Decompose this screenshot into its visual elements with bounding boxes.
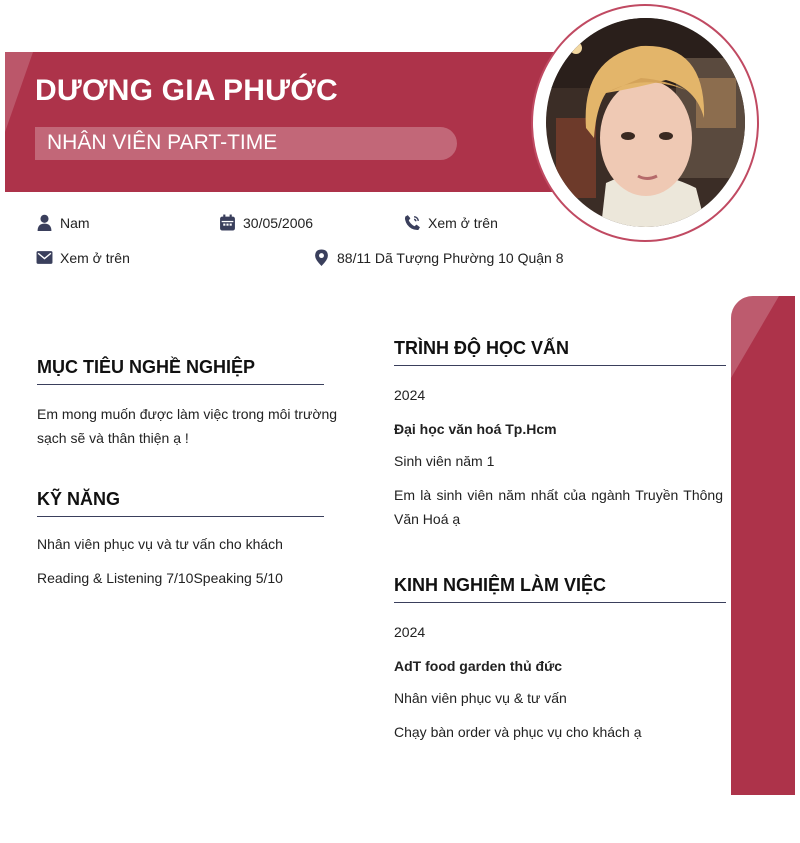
job-position: Nhân viên phục vụ & tư vấn	[394, 690, 567, 706]
education-description: Em là sinh viên năm nhất của ngành Truyền Thông Văn Hoá ạ	[394, 487, 723, 527]
header-banner	[5, 52, 595, 192]
experience-description: Chạy bàn order và phục vụ cho khách ạ	[394, 724, 642, 740]
side-decoration-highlight	[731, 296, 779, 378]
job-title: NHÂN VIÊN PART-TIME	[47, 131, 278, 154]
role-pill	[35, 127, 457, 160]
banner-highlight	[5, 52, 33, 132]
experience-year: 2024	[394, 624, 426, 640]
section-divider	[37, 384, 324, 385]
birthdate-info	[219, 214, 313, 231]
address-info	[313, 249, 564, 266]
section-divider	[394, 602, 726, 603]
avatar	[546, 18, 745, 227]
section-divider	[394, 365, 726, 366]
envelope-icon	[36, 249, 53, 266]
school-name: Đại học văn hoá Tp.Hcm	[394, 421, 557, 437]
gender-info	[36, 214, 90, 231]
phone-info	[404, 214, 498, 231]
side-decoration	[731, 296, 795, 795]
skills-heading: KỸ NĂNG	[37, 489, 121, 509]
person-icon	[36, 214, 53, 231]
career-goal-heading: MỤC TIÊU NGHỀ NGHIỆP	[37, 357, 256, 377]
phone-value: Xem ở trên	[428, 214, 498, 231]
phone-icon	[404, 214, 421, 231]
gender-value: Nam	[60, 214, 90, 231]
section-divider	[37, 516, 324, 517]
candidate-name: DƯƠNG GIA PHƯỚC	[35, 74, 338, 107]
education-year: 2024	[394, 387, 426, 403]
avatar-photo	[546, 18, 745, 227]
calendar-icon	[219, 214, 236, 231]
company-name: AdT food garden thủ đức	[394, 658, 563, 674]
email-value: Xem ở trên	[60, 249, 130, 266]
skill-item: Nhân viên phục vụ và tư vấn cho khách	[37, 536, 283, 552]
career-goal-text: Em mong muốn được làm việc trong môi trường sạch sẽ và thân thiện ạ !	[37, 406, 338, 446]
location-pin-icon	[313, 249, 330, 266]
experience-heading: KINH NGHIỆM LÀM VIỆC	[394, 575, 607, 595]
email-info	[36, 249, 130, 266]
address-value: 88/11 Dã Tượng Phường 10 Quận 8	[337, 249, 564, 266]
birthdate-value: 30/05/2006	[243, 214, 314, 231]
skill-item: Reading & Listening 7/10Speaking 5/10	[37, 570, 283, 586]
education-status: Sinh viên năm 1	[394, 453, 495, 469]
education-heading: TRÌNH ĐỘ HỌC VẤN	[394, 338, 569, 358]
